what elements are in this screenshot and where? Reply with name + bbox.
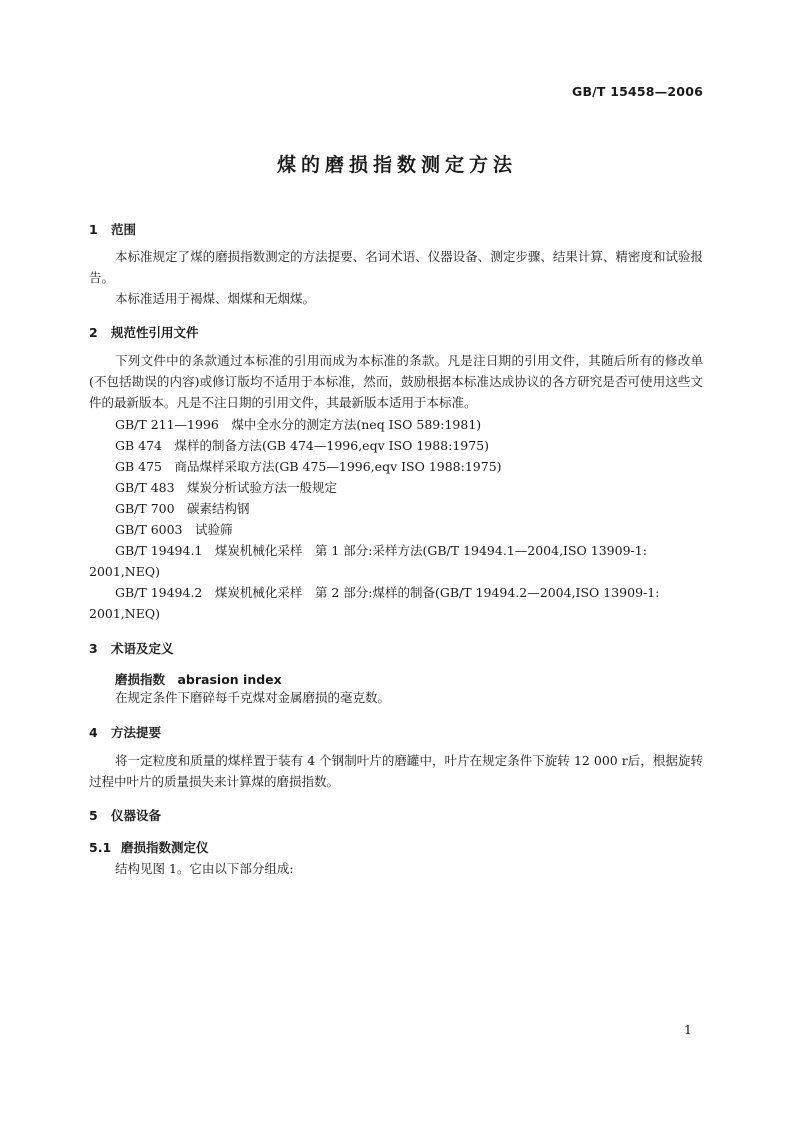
document-title: 煤的磨损指数测定方法 xyxy=(276,154,517,176)
section-2-paragraph: 下列文件中的条款通过本标准的引用而成为本标准的条款。凡是注日期的引用文件，其随后所有的修改单(不包括勘误的内容)或修订版均不适用于本标准，然而，鼓励根据本标准达成协议的各方研究是否可使用这些文件的最新版本。凡是不注日期的引用文件，其最新版本适用于本标准。 xyxy=(89,353,703,410)
standard-code: GB/T 15458—2006 xyxy=(571,84,703,99)
subsection-5-1-paragraph: 结构见图 1。它由以下部分组成: xyxy=(115,861,294,876)
reference-item-line1: GB/T 19494.1 煤炭机械化采样 第 1 部分:采样方法(GB/T 19494.1—2004,ISO 13909-1: xyxy=(115,543,647,558)
subsection-5-1-heading xyxy=(89,838,209,856)
section-number: 4 xyxy=(89,725,98,740)
reference-item: GB/T 700 碳素结构钢 xyxy=(115,501,250,516)
term-entry: 磨损指数 abrasion index xyxy=(115,672,282,687)
reference-item: GB/T 483 煤炭分析试验方法一般规定 xyxy=(115,480,338,495)
reference-item: GB/T 6003 试验筛 xyxy=(115,522,233,537)
reference-item-line2: 2001,NEQ) xyxy=(89,564,160,579)
section-number: 2 xyxy=(89,325,98,340)
section-5-heading xyxy=(89,806,161,824)
section-1-heading xyxy=(89,220,136,238)
section-number: 1 xyxy=(89,222,98,237)
section-1-paragraph: 本标准规定了煤的磨损指数测定的方法提要、名词术语、仪器设备、测定步骤、结果计算、精密度和试验报告。 xyxy=(89,249,703,285)
subsection-number: 5.1 xyxy=(89,840,112,855)
section-title: 规范性引用文件 xyxy=(111,325,199,340)
section-title: 仪器设备 xyxy=(111,808,162,823)
section-1-scope-paragraph: 本标准适用于褐煤、烟煤和无烟煤。 xyxy=(115,291,316,306)
section-title: 方法提要 xyxy=(111,725,162,740)
reference-list xyxy=(89,414,703,624)
section-4-heading xyxy=(89,723,161,741)
reference-item: GB 475 商品煤样采取方法(GB 475—1996,eqv ISO 1988:1975) xyxy=(115,459,502,474)
section-3-heading xyxy=(89,639,174,657)
section-4-paragraph: 将一定粒度和质量的煤样置于装有 4 个钢制叶片的磨罐中，叶片在规定条件下旋转 12 000 r后，根据旋转过程中叶片的质量损失来计算煤的磨损指数。 xyxy=(89,753,703,789)
reference-item-line2: 2001,NEQ) xyxy=(89,606,160,621)
subsection-title: 磨损指数测定仪 xyxy=(121,840,209,855)
section-number: 3 xyxy=(89,641,98,656)
section-title: 术语及定义 xyxy=(111,641,174,656)
section-title: 范围 xyxy=(111,222,137,237)
term-definition: 在规定条件下磨碎每千克煤对金属磨损的毫克数。 xyxy=(115,690,391,705)
page-number: 1 xyxy=(684,1022,692,1037)
reference-item: GB/T 211—1996 煤中全水分的测定方法(neq ISO 589:1981) xyxy=(115,417,482,432)
reference-item-line1: GB/T 19494.2 煤炭机械化采样 第 2 部分:煤样的制备(GB/T 19494.2—2004,ISO 13909-1: xyxy=(115,585,660,600)
section-number: 5 xyxy=(89,808,98,823)
section-2-heading xyxy=(89,323,199,341)
reference-item: GB 474 煤样的制备方法(GB 474—1996,eqv ISO 1988:1975) xyxy=(115,438,490,453)
